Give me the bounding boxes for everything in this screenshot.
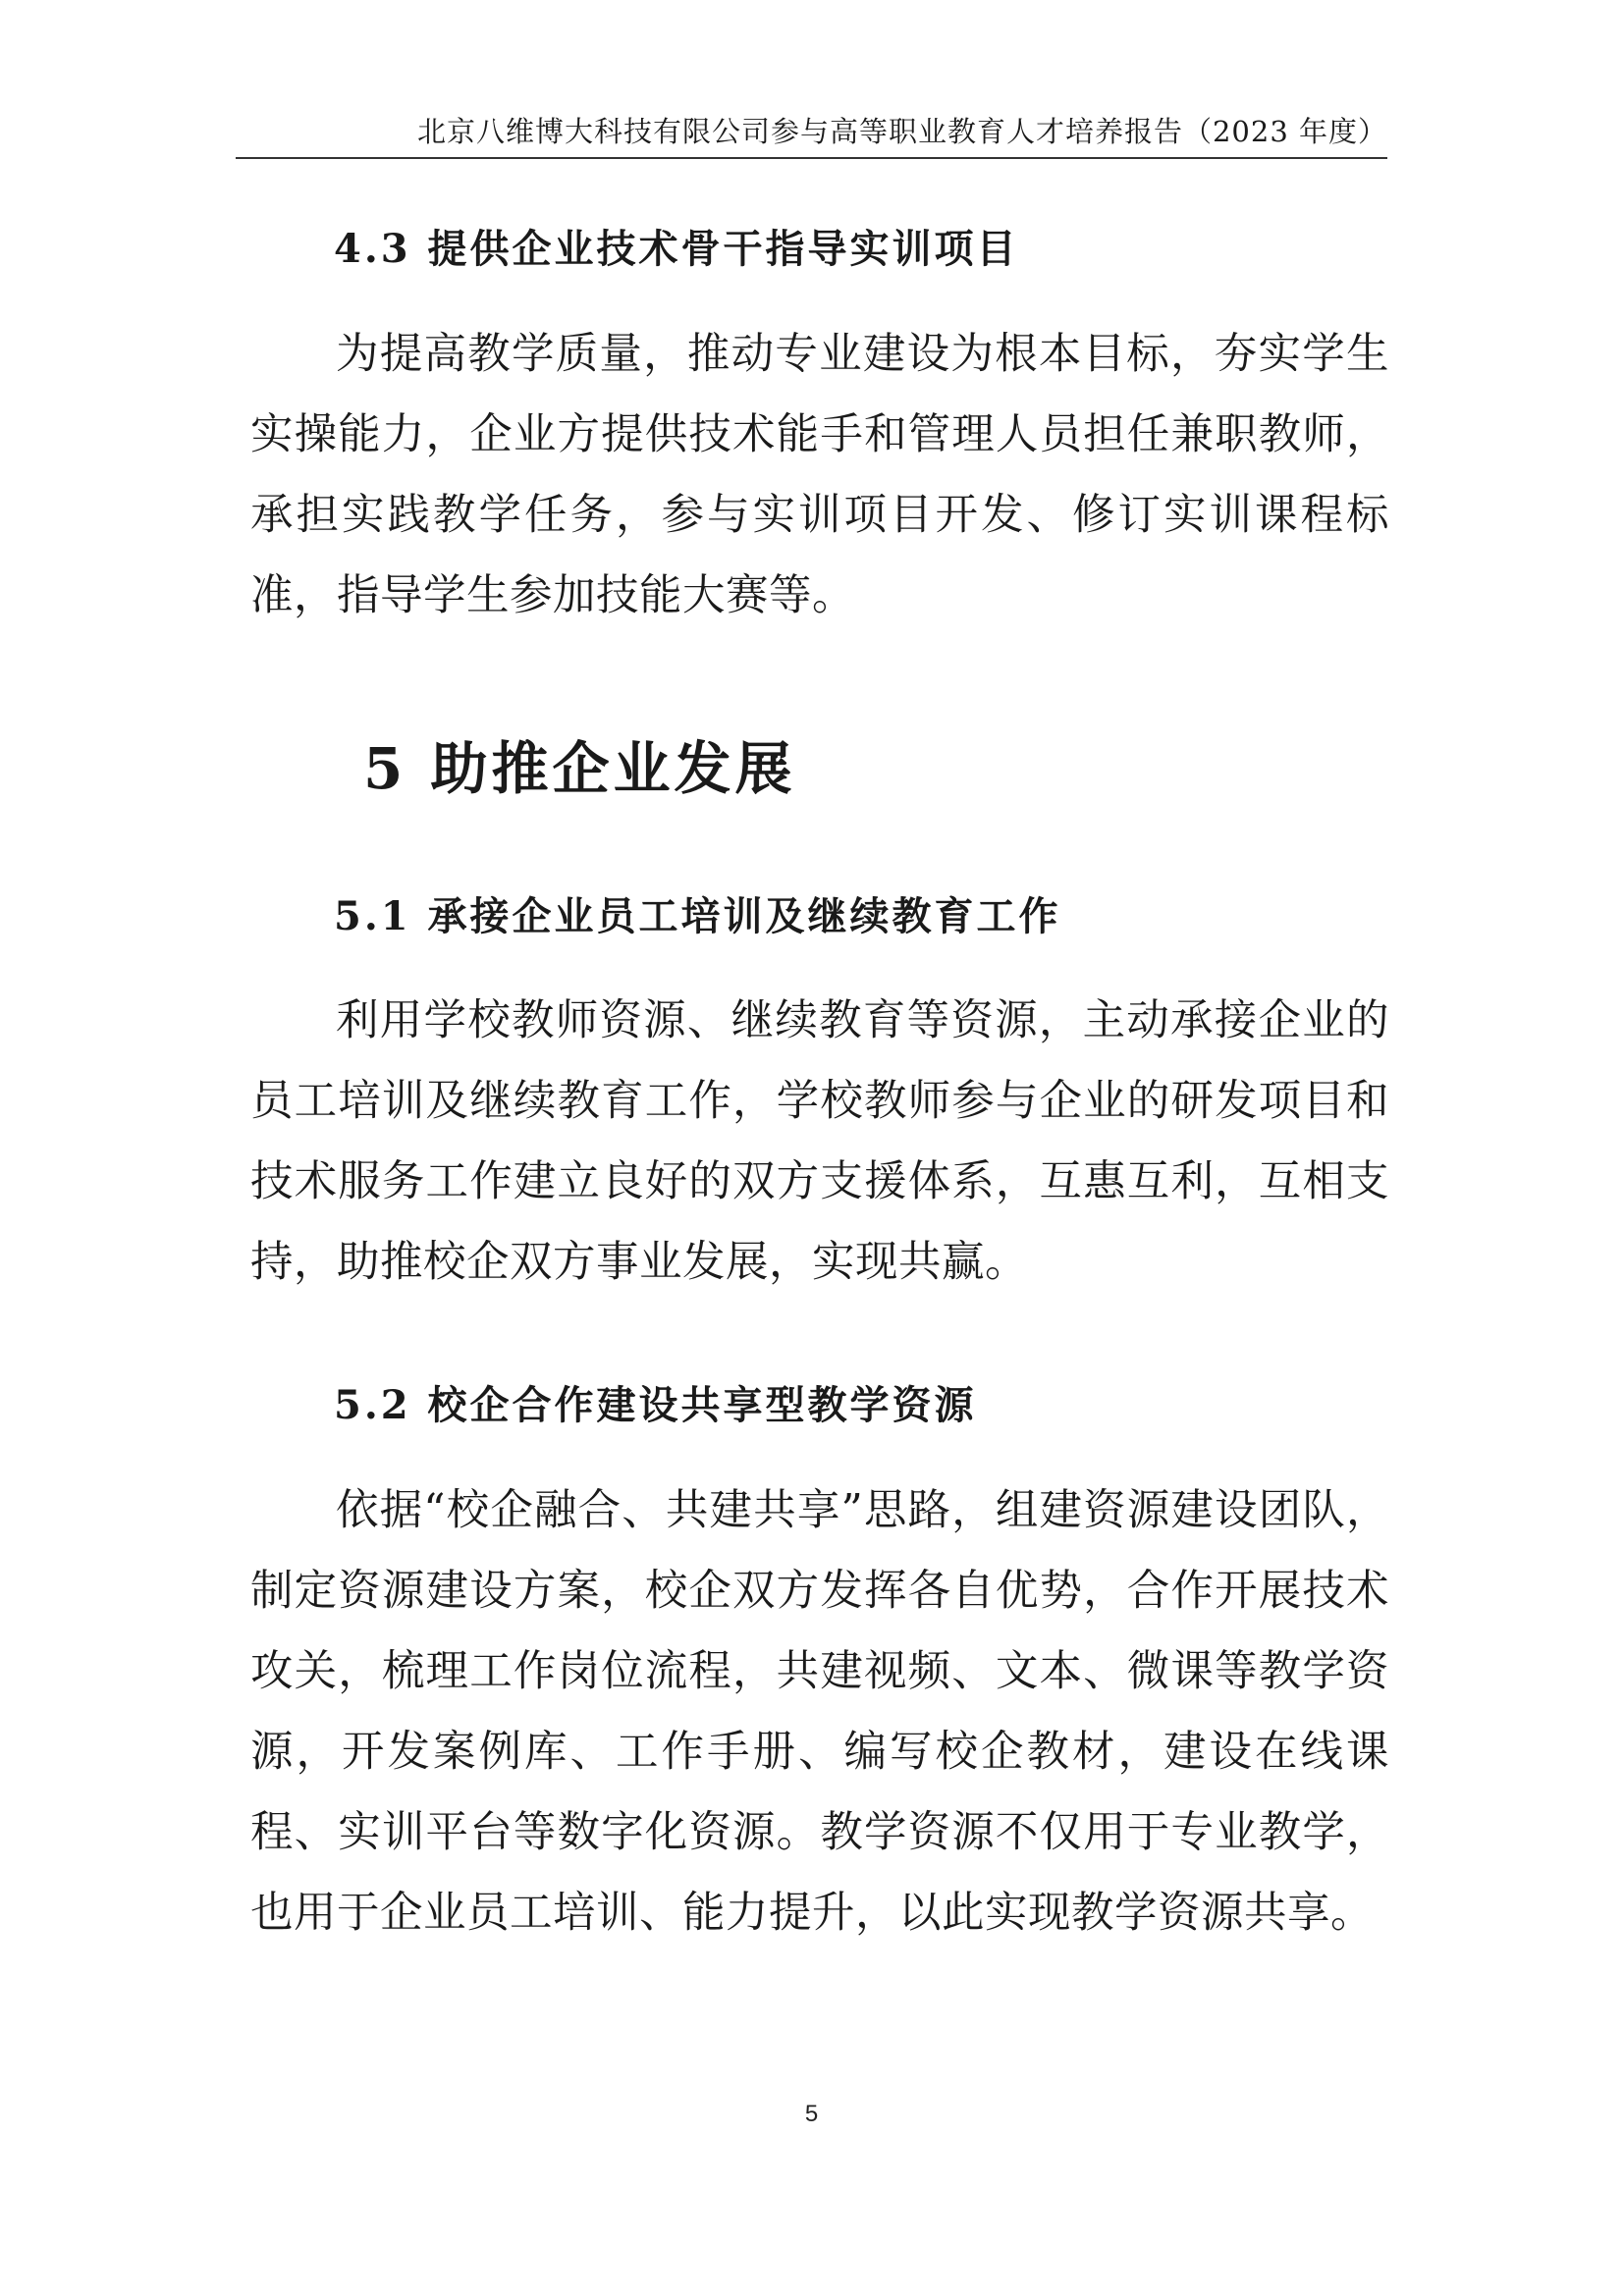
section-4-3-body: 为提高教学质量，推动专业建设为根本目标，夯实学生实操能力，企业方提供技术能手和管理人员担任兼职教师，承担实践教学任务，参与实训项目开发、修订实训课程标准，指导学生参加技能大赛等。 — [250, 330, 1389, 620]
chapter-5-heading: 5 助推企业发展 — [363, 735, 796, 802]
section-5-2-heading: 5.2 校企合作建设共享型教学资源 — [334, 1382, 977, 1428]
section-5-1-heading: 5.1 承接企业员工培训及继续教育工作 — [334, 893, 1061, 939]
page-header-title: 北京八维博大科技有限公司参与高等职业教育人才培养报告（2023 年度） — [416, 115, 1387, 148]
section-4-3-heading: 4.3 提供企业技术骨干指导实训项目 — [334, 226, 1019, 272]
header-divider — [236, 157, 1387, 159]
page-number: 5 — [804, 2101, 819, 2127]
section-5-1-body: 利用学校教师资源、继续教育等资源，主动承接企业的员工培训及继续教育工作，学校教师参与企业的研发项目和技术服务工作建立良好的双方支援体系，互惠互利，互相支持，助推校企双方事业发展，实现共赢。 — [250, 996, 1389, 1287]
section-5-2-body: 依据“校企融合、共建共享”思路，组建资源建设团队，制定资源建设方案，校企双方发挥各自优势，合作开展技术攻关，梳理工作岗位流程，共建视频、文本、微课等教学资源，开发案例库、工作手册、编写校企教材，建设在线课程、实训平台等数字化资源。教学资源不仅用于专业教学，也用于企业员工培训、能力提升，以此实现教学资源共享。 — [250, 1486, 1389, 1938]
